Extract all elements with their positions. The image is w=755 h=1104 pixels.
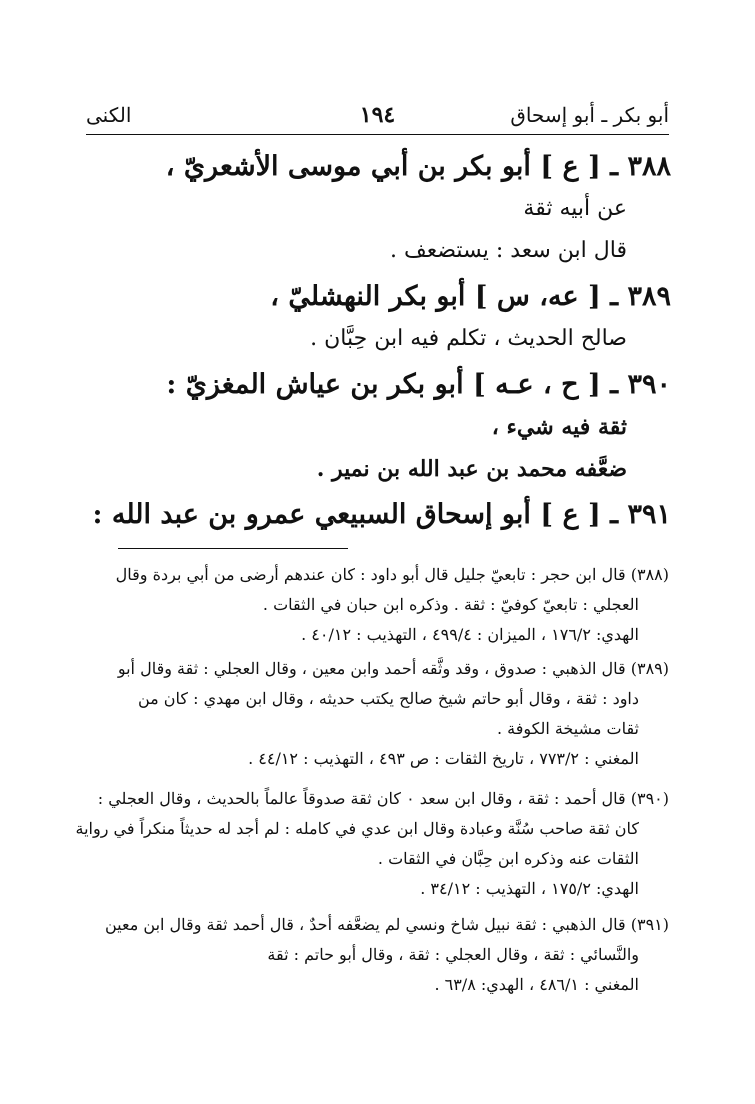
entry-number: ٣٩٠	[627, 369, 671, 400]
running-title-left: الكنى	[86, 103, 132, 127]
entry-title: ـ [ عه، س ] أبو بكر النهشليّ ،	[270, 281, 619, 312]
entry-line: ضعَّفه محمد بن عبد الله بن نمير .	[316, 456, 627, 482]
footnote-line: (٣٨٨) قال ابن حجر : تابعيّ جليل قال أبو داود : كان عندهم أرضى من أبي بردة وقال	[115, 565, 669, 584]
entry-heading	[71, 364, 671, 406]
entry-title: ـ [ ع ] أبو بكر بن أبي موسى الأشعريّ ،	[165, 151, 619, 182]
footnote-line: (٣٩٠) قال أحمد : ثقة ، وقال ابن سعد ٠ كان ثقة صدوقاً عالماً بالحديث ، وقال العجلي :	[97, 789, 669, 808]
entry-389	[71, 276, 671, 360]
entry-line: ثقة فيه شيء ،	[491, 414, 627, 440]
entry-line: صالح الحديث ، تكلم فيه ابن حِبَّان .	[310, 326, 627, 351]
footnote-line: الثقات عنه وذكره ابن حِبَّان في الثقات .	[377, 849, 639, 868]
entry-number: ٣٩١	[627, 499, 671, 530]
footnote-line: داود : ثقة ، وقال أبو حاتم شيخ صالح يكتب حديثه ، وقال ابن مهدي : كان من	[137, 689, 639, 708]
entry-line: قال ابن سعد : يستضعف .	[389, 238, 627, 263]
footnote-line: المغني : ٤٨٦/١ ، الهدي: ٦٣/٨ .	[434, 975, 639, 994]
footnote-line: الهدي: ١٧٦/٢ ، الميزان : ٤٩٩/٤ ، التهذيب : ٤٠/١٢ .	[301, 625, 639, 644]
footnote-line: ثقات مشيخة الكوفة .	[496, 719, 639, 738]
entry-391	[71, 494, 671, 536]
footnote-line: العجلي : تابعيّ كوفيّ : ثقة . وذكره ابن حبان في الثقات .	[262, 595, 639, 614]
footnote-line: الهدي: ١٧٥/٢ ، التهذيب : ٣٤/١٢ .	[420, 879, 639, 898]
entry-number: ٣٨٨	[627, 151, 671, 182]
entry-title: ـ [ ح ، عـه ] أبو بكر بن عياش المغزيّ :	[166, 369, 619, 400]
entry-390	[71, 364, 671, 490]
footnote-389	[69, 654, 669, 774]
header-rule	[86, 134, 669, 135]
page-number: ١٩٤	[359, 102, 396, 128]
footnote-390	[69, 784, 669, 904]
footnote-line: كان ثقة صاحب سُنَّة وعبادة وقال ابن عدي في كامله : لم أجد له حديثاً منكراً في رواية	[75, 819, 639, 838]
footnote-line: والنَّسائي : ثقة ، وقال العجلي : ثقة ، وقال أبو حاتم : ثقة	[267, 945, 639, 964]
entry-number: ٣٨٩	[627, 281, 671, 312]
entry-heading	[71, 146, 671, 188]
running-title-right: أبو بكر ـ أبو إسحاق	[510, 103, 669, 127]
entry-title: ـ [ ع ] أبو إسحاق السبيعي عمرو بن عبد الله :	[92, 499, 619, 530]
footnote-388	[69, 560, 669, 650]
entry-heading	[71, 494, 671, 536]
footnote-line: (٣٩١) قال الذهبي : ثقة نبيل شاخ ونسي لم يضعَّفه أحدٌ ، قال أحمد ثقة وقال ابن معين	[105, 915, 669, 934]
entry-heading	[71, 276, 671, 318]
footnote-line: المغني : ٧٧٣/٢ ، تاريخ الثقات : ص ٤٩٣ ، التهذيب : ٤٤/١٢ .	[248, 749, 639, 768]
footnote-line: (٣٨٩) قال الذهبي : صدوق ، وقد وثَّقه أحمد وابن معين ، وقال العجلي : ثقة وقال أبو	[117, 659, 669, 678]
footnote-391	[69, 910, 669, 1000]
entry-line: عن أبيه ثقة	[523, 196, 627, 221]
footnote-rule	[118, 548, 348, 549]
entry-388	[71, 146, 671, 272]
